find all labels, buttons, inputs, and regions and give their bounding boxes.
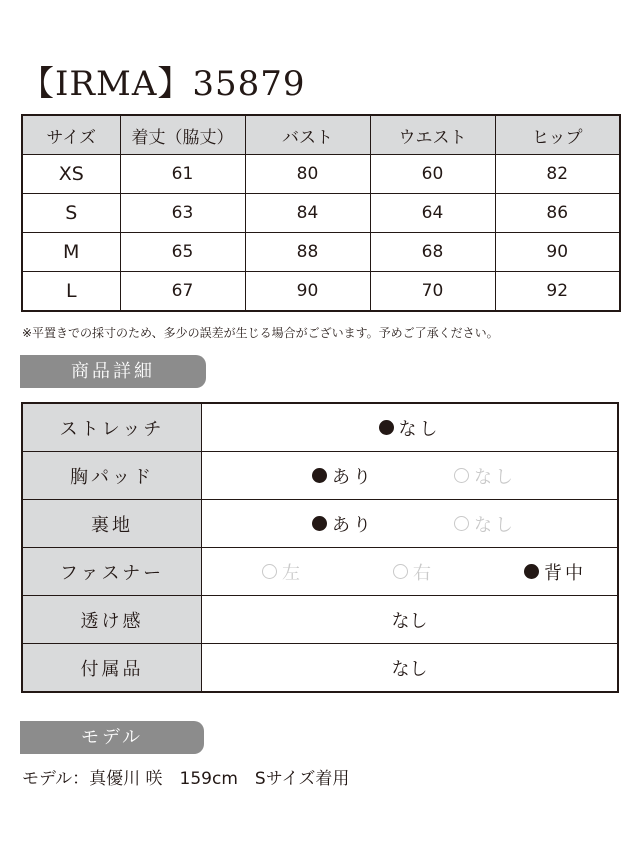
detail-label: ストレッチ (22, 403, 202, 452)
option-selected: あり (312, 463, 374, 489)
header-waist: ウエスト (370, 115, 495, 155)
size-label: XS (22, 155, 120, 194)
detail-row-accessories (22, 644, 618, 693)
table-row (22, 272, 620, 312)
measurement-note: ※平置きでの採寸のため、多少の誤差が生じる場合がございます。予めご了承ください。 (22, 326, 499, 340)
details-table (21, 402, 619, 693)
header-hip: ヒップ (495, 115, 620, 155)
size-label: L (22, 272, 120, 312)
cell-waist: 60 (370, 155, 495, 194)
cell-hip: 82 (495, 155, 620, 194)
section-heading-details: 商品詳細 (20, 355, 206, 388)
cell-hip: 92 (495, 272, 620, 312)
option-unselected: 左 (262, 559, 303, 585)
filled-circle-icon (312, 516, 327, 531)
filled-circle-icon (379, 420, 394, 435)
size-table-header (22, 115, 620, 155)
empty-circle-icon (454, 516, 469, 531)
detail-value: なし (202, 596, 619, 644)
cell-waist: 64 (370, 194, 495, 233)
table-row (22, 194, 620, 233)
detail-label: 胸パッド (22, 452, 202, 500)
option-selected: 背中 (524, 559, 586, 585)
header-bust: バスト (245, 115, 370, 155)
cell-length: 61 (120, 155, 245, 194)
product-title: 【IRMA】35879 (20, 64, 306, 104)
detail-row-padding (22, 452, 618, 500)
cell-length: 67 (120, 272, 245, 312)
header-length: 着丈（脇丈） (120, 115, 245, 155)
detail-label: ファスナー (22, 548, 202, 596)
detail-value: なし (202, 644, 619, 693)
empty-circle-icon (393, 564, 408, 579)
model-info: モデル：真優川 咲 159cm Sサイズ着用 (22, 769, 350, 789)
cell-bust: 84 (245, 194, 370, 233)
filled-circle-icon (312, 468, 327, 483)
cell-length: 63 (120, 194, 245, 233)
detail-label: 付属品 (22, 644, 202, 693)
section-heading-model: モデル (20, 721, 204, 754)
detail-row-fastener (22, 548, 618, 596)
option-selected: あり (312, 511, 374, 537)
size-label: S (22, 194, 120, 233)
size-label: M (22, 233, 120, 272)
cell-length: 65 (120, 233, 245, 272)
detail-label: 裏地 (22, 500, 202, 548)
option-unselected: 右 (393, 559, 434, 585)
cell-waist: 68 (370, 233, 495, 272)
empty-circle-icon (454, 468, 469, 483)
cell-bust: 80 (245, 155, 370, 194)
cell-hip: 86 (495, 194, 620, 233)
cell-waist: 70 (370, 272, 495, 312)
empty-circle-icon (262, 564, 277, 579)
table-row (22, 155, 620, 194)
detail-row-stretch (22, 403, 618, 452)
option-selected: なし (379, 415, 441, 441)
size-table (21, 114, 621, 312)
detail-label: 透け感 (22, 596, 202, 644)
table-row (22, 233, 620, 272)
header-size: サイズ (22, 115, 120, 155)
cell-bust: 88 (245, 233, 370, 272)
cell-hip: 90 (495, 233, 620, 272)
option-unselected: なし (454, 511, 516, 537)
cell-bust: 90 (245, 272, 370, 312)
detail-row-sheer (22, 596, 618, 644)
filled-circle-icon (524, 564, 539, 579)
detail-row-lining (22, 500, 618, 548)
option-unselected: なし (454, 463, 516, 489)
